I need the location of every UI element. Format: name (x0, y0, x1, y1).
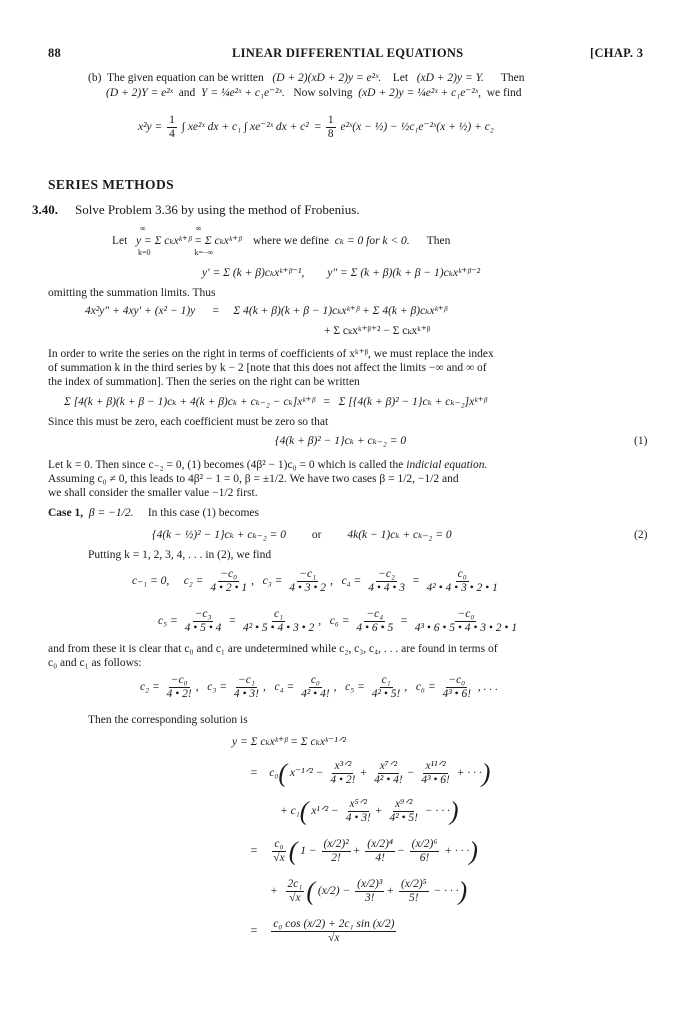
part-b-line2: (D + 2)Y = e²ˣ and Y = ¼e²ˣ + c₁e⁻²ˣ. Now solving (xD + 2)y = ¼e²ˣ + c₁e⁻²ˣ, we find (106, 87, 522, 99)
sum-limits-bottom: k=0 k=−∞ (112, 248, 214, 257)
part-label: (b) (88, 72, 102, 84)
equation-2: {4(k − ½)² − 1}cₖ + cₖ₋₂ = 0 or 4k(k − 1)cₖ + cₖ₋₂ = 0 (152, 529, 452, 541)
substitution-line2: + Σ cₖxᵏ⁺ᵝ⁺² − Σ cₖxᵏ⁺ᵝ (324, 325, 431, 337)
substitution-line1: 4x²y″ + 4xy′ + (x² − 1)y = Σ 4(k + β)(k + β − 1)cₖxᵏ⁺ᵝ + Σ 4(k + β)cₖxᵏ⁺ᵝ (85, 305, 448, 317)
para2-line3: we shall consider the smaller value −1/2 first. (48, 487, 258, 499)
solution-line3: + c₁( x¹ᐟ² − $\frac{\text{x⁵ᐟ²}}{4 • 3!}$ + $\frac{\text{x⁹ᐟ²}}{\text{4² • 5!}}$ − · · ·) (280, 796, 459, 826)
then-solution-line: Then the corresponding solution is (88, 714, 248, 726)
problem-title: Solve Problem 3.36 by using the method of Frobenius. (75, 202, 360, 217)
para1-line2: of summation k in the third series by k − 2 [note that this does not affect the limits −∞ and ∞ of (48, 362, 487, 374)
problem-number: 3.40. (32, 202, 58, 217)
equation-1-number: (1) (634, 435, 648, 447)
para3-line2: c₀ and c₁ as follows: (48, 657, 142, 669)
solution-line1: y = Σ cₖxᵏ⁺ᵝ = Σ cₖxᵏ⁻¹ᐟ² (232, 736, 346, 748)
running-title: LINEAR DIFFERENTIAL EQUATIONS (232, 46, 464, 60)
coefficient-row: c₂ = $\frac{\text{−c₀}}{4 • 2!}$ , c₃ = $\frac{\text{−c₁}}{4 • 3!}$ , c₄ = $\frac{\text{c₀}}{\text{4² • 4!}}$ , c₅ = $\frac{\text{c₁}}{\text{4² • 5!}}$ , c₆ = $\frac{\text{−c₀}}{\text{4³ • 6!}}$ , . . . (140, 673, 499, 700)
solution-line2: = c₀( x⁻¹ᐟ² − $\frac{\text{x³ᐟ²}}{4 • 2!}$ + $\frac{\text{x⁷ᐟ²}}{\text{4² • 4!}}$ − $\frac{\text{x¹¹ᐟ²}}{\text{4³ • 6!}}$ + · · ·) (250, 758, 491, 788)
sum-limits-top: ∞ ∞ (112, 224, 202, 233)
series-line: Σ [4(k + β)(k + β − 1)cₖ + 4(k + β)cₖ + cₖ₋₂ − cₖ]xᵏ⁺ᵝ = Σ [{4(k + β)² − 1}cₖ + cₖ₋₂]xᵏ⁺ᵝ (64, 396, 487, 408)
derivative-line: y′ = Σ (k + β)cₖxᵏ⁺ᵝ⁻¹, y″ = Σ (k + β)(k + β − 1)cₖxᵏ⁺ᵝ⁻² (202, 267, 481, 279)
page-number: 88 (48, 46, 62, 60)
part-b-line1: (b) The given equation can be written (D + 2)(xD + 2)y = e²ˣ. Let (xD + 2)y = Y. Then (88, 72, 525, 84)
equation-2-number: (2) (634, 529, 648, 541)
recursion-row2: c₅ = $\frac{\text{−c₃}}{4 • 5 • 4}$ = $\frac{\text{c₁}}{\text{4² • 5 • 4 • 3 • 2}}$ , c₆ = $\frac{\text{−c₄}}{4 • 6 • 5}$ = $\frac{\text{−c₀}}{\text{4³ • 6 • 5 • 4 • 3 • 2 • 1}}$ (158, 607, 518, 634)
section-heading: SERIES METHODS (48, 177, 175, 192)
equation-1: {4(k + β)² − 1}cₖ + cₖ₋₂ = 0 (275, 435, 407, 447)
since-line: Since this must be zero, each coefficient must be zero so that (48, 416, 329, 428)
part-b-result: x²y = $\frac{1}{4}$ ∫ xe²ˣ dx + c₁ ∫ xe⁻²ˣ dx + c² = $\frac{1}{8}$ e²ˣ(x − ½) − ½c₁e⁻²ˣ(x + ½) + c₂ (138, 114, 494, 140)
para1-line3: the index of summation]. Then the series on the right can be written (48, 376, 360, 388)
solution-line5: + $\frac{\text{2c₁}}{√x}$ ( (x/2) − $\frac{\text{(x/2)³}}{3!}$ + $\frac{\text{(x/2)⁵}}{5!}$ − · · ·) (270, 876, 468, 906)
para2-line1: Let k = 0. Then since c₋₂ = 0, (1) becomes (4β² − 1)c₀ = 0 which is called the indicial equation. (48, 459, 488, 471)
putting-line: Putting k = 1, 2, 3, 4, . . . in (2), we find (88, 549, 272, 561)
recursion-row1: c₋₁ = 0, c₂ = $\frac{\text{−c₀}}{4 • 2 • 1}$ , c₃ = $\frac{\text{−c₁}}{4 • 3 • 2}$ , c₄ = $\frac{\text{−c₂}}{4 • 4 • 3}$ = $\frac{\text{c₀}}{\text{4² • 4 • 3 • 2 • 1}}$ (132, 567, 498, 594)
case1-line: Case 1, β = −1/2. In this case (1) becomes (48, 507, 259, 519)
let-line: Let y = Σ cₖxᵏ⁺ᵝ = Σ cₖxᵏ⁺ᵝ where we define cₖ = 0 for k < 0. Then (112, 235, 451, 247)
omit-line: omitting the summation limits. Thus (48, 287, 216, 299)
para2-line2: Assuming c₀ ≠ 0, this leads to 4β² − 1 = 0, β = ±1/2. We have two cases β = 1/2, −1/2 and (48, 473, 459, 485)
para1-line1: In order to write the series on the right in terms of coefficients of xᵏ⁺ᵝ, we must replace the index (48, 348, 494, 360)
solution-line6: = $\frac{\text{c₀ cos (x/2) + 2c₁ sin (x/2)}}{√x}$ (250, 917, 395, 944)
solution-line4: = $\frac{\text{c₀}}{√x}$ ( 1 − $\frac{\text{(x/2)²}}{2!}$ + $\frac{\text{(x/2)⁴}}{4!}$ − $\frac{\text{(x/2)⁶}}{6!}$ + · · ·) (250, 836, 478, 866)
para3-line1: and from these it is clear that c₀ and c₁ are undetermined while c₂, c₃, c₄, . . . are found in terms of (48, 643, 498, 655)
chapter-label: [CHAP. 3 (590, 46, 644, 60)
